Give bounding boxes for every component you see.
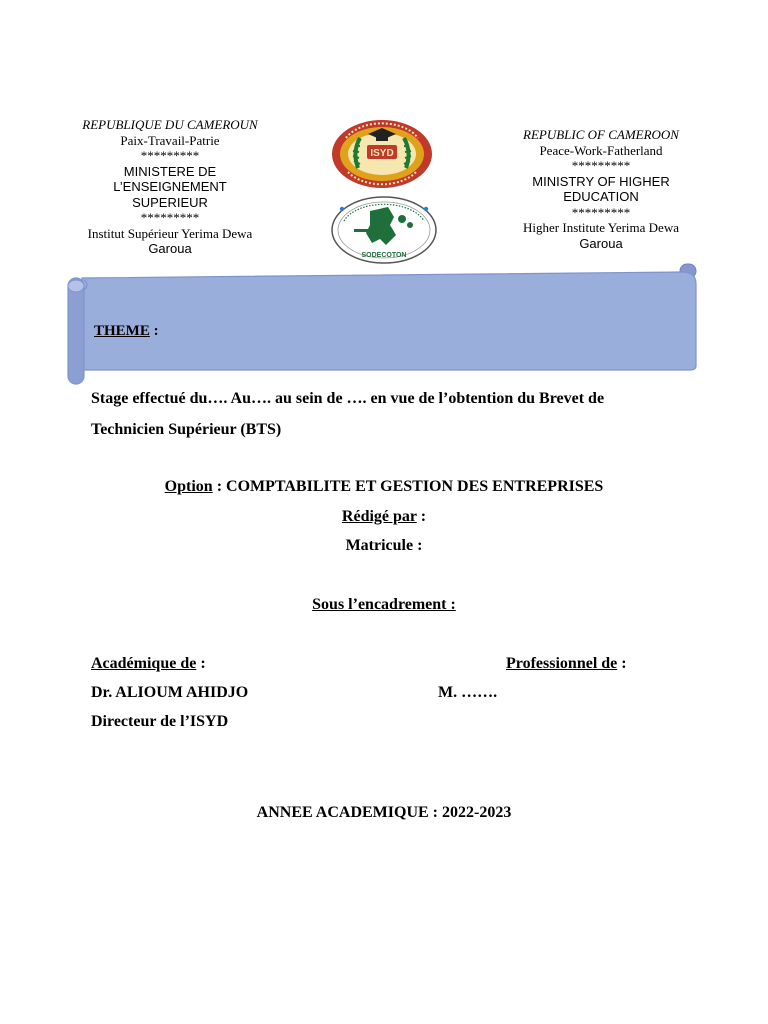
theme-banner bbox=[64, 262, 700, 386]
left-motto: Paix-Travail-Patrie bbox=[120, 132, 220, 148]
redige-colon: : bbox=[416, 508, 427, 525]
encadrement-line bbox=[0, 596, 768, 614]
sodecoton-logo-text: SODECOTON bbox=[361, 252, 407, 259]
left-ministry-line-2: L’ENSEIGNEMENT bbox=[113, 179, 227, 194]
isyd-logo-text: ISYD bbox=[370, 148, 394, 159]
academique-title: Directeur de l’ISYD bbox=[91, 713, 229, 730]
academique-name: Dr. ALIOUM AHIDJO bbox=[91, 684, 249, 701]
academic-year: ANNEE ACADEMIQUE : 2022-2023 bbox=[256, 804, 512, 821]
right-separator-2: ********* bbox=[571, 204, 631, 220]
redige-label: Rédigé par bbox=[341, 508, 417, 525]
academique-line bbox=[91, 655, 206, 673]
right-ministry-line-1: MINISTRY OF HIGHER bbox=[532, 173, 670, 189]
left-ministry-line-3: SUPERIEUR bbox=[132, 194, 208, 210]
right-institute-line-2: Garoua bbox=[579, 235, 623, 251]
professionnel-label: Professionnel de bbox=[506, 655, 618, 672]
right-header bbox=[492, 127, 710, 251]
professionnel-line bbox=[506, 655, 627, 673]
left-separator-2: ********* bbox=[140, 210, 200, 225]
right-motto: Peace-Work-Fatherland bbox=[539, 142, 663, 158]
isyd-logo bbox=[330, 118, 434, 190]
left-institute-line-1: Institut Supérieur Yerima Dewa bbox=[87, 225, 253, 241]
right-institute-line-1: Higher Institute Yerima Dewa bbox=[523, 220, 679, 235]
redige-line bbox=[0, 508, 768, 526]
stage-line-1: Stage effectué du…. Au…. au sein de …. en vue de l’obtention du Brevet de bbox=[91, 390, 605, 407]
right-separator-1: ********* bbox=[571, 158, 631, 173]
option-line bbox=[0, 478, 768, 496]
left-institute-line-2: Garoua bbox=[148, 241, 192, 256]
right-country: REPUBLIC OF CAMEROON bbox=[523, 127, 679, 142]
theme-colon: : bbox=[149, 323, 159, 339]
encadrement-label: Sous l’encadrement : bbox=[312, 596, 456, 613]
theme-label bbox=[94, 323, 159, 340]
right-ministry-line-2: EDUCATION bbox=[563, 189, 639, 204]
academique-colon: : bbox=[196, 655, 206, 672]
professionnel-name: M. ……. bbox=[438, 684, 498, 701]
theme-word: THEME bbox=[94, 323, 150, 339]
professionnel-colon: : bbox=[617, 655, 627, 672]
left-ministry-line-1: MINISTERE DE bbox=[123, 163, 217, 179]
left-country: REPUBLIQUE DU CAMEROUN bbox=[82, 117, 258, 132]
stage-line-2: Technicien Supérieur (BTS) bbox=[91, 421, 282, 438]
matricule-line: Matricule : bbox=[345, 537, 423, 554]
left-separator-1: ********* bbox=[140, 148, 200, 163]
academique-label: Académique de bbox=[91, 655, 197, 672]
left-header bbox=[60, 117, 280, 257]
option-label: Option bbox=[164, 478, 213, 495]
option-value: : COMPTABILITE ET GESTION DES ENTREPRISES bbox=[212, 478, 604, 495]
sodecoton-logo bbox=[330, 195, 438, 265]
